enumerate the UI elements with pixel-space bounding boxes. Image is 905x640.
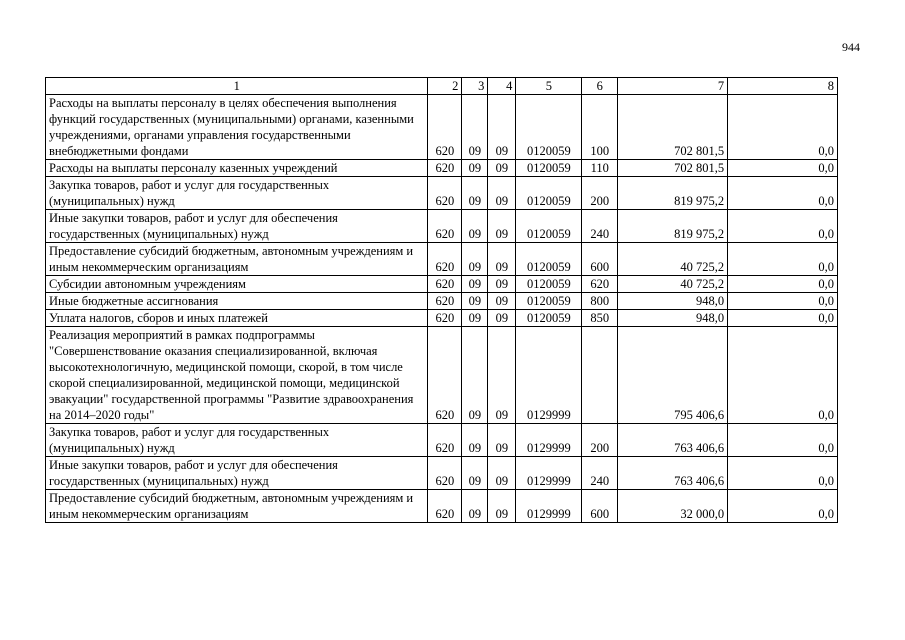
target-article-code-cell: 0120059 <box>516 293 582 310</box>
subsection-code-cell: 09 <box>488 310 516 327</box>
table-row <box>46 210 838 243</box>
section-code-cell: 09 <box>462 424 488 457</box>
header-col-1: 1 <box>46 78 428 95</box>
subsection-code-cell: 09 <box>488 177 516 210</box>
target-article-code-cell: 0129999 <box>516 457 582 490</box>
expense-type-code-cell: 620 <box>582 276 618 293</box>
header-col-3: 3 <box>462 78 488 95</box>
amount-second-cell: 0,0 <box>728 424 838 457</box>
header-col-4: 4 <box>488 78 516 95</box>
row-name-cell: Предоставление субсидий бюджетным, автономным учреждениям и иным некоммерческим организациям <box>46 490 428 523</box>
section-code-cell: 09 <box>462 490 488 523</box>
table-row <box>46 293 838 310</box>
target-article-code-cell: 0129999 <box>516 424 582 457</box>
row-name-cell: Субсидии автономным учреждениям <box>46 276 428 293</box>
expense-type-code-cell: 110 <box>582 160 618 177</box>
dept-code-cell: 620 <box>428 327 462 424</box>
row-name-cell: Иные закупки товаров, работ и услуг для обеспечения государственных (муниципальных) нужд <box>46 210 428 243</box>
expense-type-code-cell: 100 <box>582 95 618 160</box>
amount-second-cell: 0,0 <box>728 310 838 327</box>
subsection-code-cell: 09 <box>488 457 516 490</box>
dept-code-cell: 620 <box>428 160 462 177</box>
dept-code-cell: 620 <box>428 276 462 293</box>
table-row <box>46 95 838 160</box>
amount-cell: 32 000,0 <box>618 490 728 523</box>
dept-code-cell: 620 <box>428 210 462 243</box>
target-article-code-cell: 0129999 <box>516 327 582 424</box>
header-col-7: 7 <box>618 78 728 95</box>
amount-second-cell: 0,0 <box>728 457 838 490</box>
header-row <box>46 78 838 95</box>
expense-type-code-cell: 240 <box>582 457 618 490</box>
subsection-code-cell: 09 <box>488 160 516 177</box>
header-col-5: 5 <box>516 78 582 95</box>
table-row <box>46 327 838 424</box>
amount-cell: 819 975,2 <box>618 210 728 243</box>
amount-cell: 763 406,6 <box>618 457 728 490</box>
amount-cell: 40 725,2 <box>618 276 728 293</box>
target-article-code-cell: 0120059 <box>516 95 582 160</box>
target-article-code-cell: 0120059 <box>516 160 582 177</box>
dept-code-cell: 620 <box>428 293 462 310</box>
section-code-cell: 09 <box>462 276 488 293</box>
target-article-code-cell: 0120059 <box>516 276 582 293</box>
amount-second-cell: 0,0 <box>728 95 838 160</box>
page-number: 944 <box>842 40 860 54</box>
amount-cell: 702 801,5 <box>618 95 728 160</box>
row-name-cell: Уплата налогов, сборов и иных платежей <box>46 310 428 327</box>
amount-second-cell: 0,0 <box>728 276 838 293</box>
amount-cell: 795 406,6 <box>618 327 728 424</box>
row-name-cell: Предоставление субсидий бюджетным, автономным учреждениям и иным некоммерческим организациям <box>46 243 428 276</box>
expense-type-code-cell: 800 <box>582 293 618 310</box>
table-row <box>46 490 838 523</box>
table-row <box>46 276 838 293</box>
section-code-cell: 09 <box>462 327 488 424</box>
table-row <box>46 310 838 327</box>
table-body <box>46 95 838 523</box>
expense-type-code-cell: 600 <box>582 490 618 523</box>
subsection-code-cell: 09 <box>488 95 516 160</box>
expense-type-code-cell <box>582 327 618 424</box>
row-name-cell: Реализация мероприятий в рамках подпрограммы "Совершенствование оказания специализированной, включая высокотехнологичную, медицинской помощи, скорой, в том числе скорой специализированной, медицинской помощи, медицинской эвакуации" государственной программы "Развитие здравоохранения на 2014–2020 годы" <box>46 327 428 424</box>
section-code-cell: 09 <box>462 310 488 327</box>
row-name-cell: Иные закупки товаров, работ и услуг для обеспечения государственных (муниципальных) нужд <box>46 457 428 490</box>
section-code-cell: 09 <box>462 177 488 210</box>
budget-table <box>45 77 838 523</box>
subsection-code-cell: 09 <box>488 490 516 523</box>
target-article-code-cell: 0120059 <box>516 177 582 210</box>
amount-cell: 948,0 <box>618 310 728 327</box>
table-row <box>46 457 838 490</box>
table-row <box>46 424 838 457</box>
subsection-code-cell: 09 <box>488 243 516 276</box>
section-code-cell: 09 <box>462 293 488 310</box>
row-name-cell: Расходы на выплаты персоналу в целях обеспечения выполнения функций государственных (муниципальными) органами, казенными учреждениями, органами управления государственными внебюджетными фондами <box>46 95 428 160</box>
dept-code-cell: 620 <box>428 310 462 327</box>
expense-type-code-cell: 200 <box>582 424 618 457</box>
table-row <box>46 243 838 276</box>
dept-code-cell: 620 <box>428 95 462 160</box>
header-col-6: 6 <box>582 78 618 95</box>
expense-type-code-cell: 200 <box>582 177 618 210</box>
section-code-cell: 09 <box>462 160 488 177</box>
row-name-cell: Закупка товаров, работ и услуг для государственных (муниципальных) нужд <box>46 177 428 210</box>
amount-second-cell: 0,0 <box>728 177 838 210</box>
target-article-code-cell: 0120059 <box>516 310 582 327</box>
header-col-8: 8 <box>728 78 838 95</box>
amount-second-cell: 0,0 <box>728 490 838 523</box>
subsection-code-cell: 09 <box>488 424 516 457</box>
amount-cell: 763 406,6 <box>618 424 728 457</box>
dept-code-cell: 620 <box>428 457 462 490</box>
header-col-2: 2 <box>428 78 462 95</box>
expense-type-code-cell: 240 <box>582 210 618 243</box>
table-row <box>46 160 838 177</box>
amount-second-cell: 0,0 <box>728 160 838 177</box>
section-code-cell: 09 <box>462 457 488 490</box>
subsection-code-cell: 09 <box>488 276 516 293</box>
row-name-cell: Иные бюджетные ассигнования <box>46 293 428 310</box>
dept-code-cell: 620 <box>428 177 462 210</box>
amount-second-cell: 0,0 <box>728 210 838 243</box>
target-article-code-cell: 0129999 <box>516 490 582 523</box>
subsection-code-cell: 09 <box>488 210 516 243</box>
target-article-code-cell: 0120059 <box>516 210 582 243</box>
dept-code-cell: 620 <box>428 490 462 523</box>
row-name-cell: Закупка товаров, работ и услуг для государственных (муниципальных) нужд <box>46 424 428 457</box>
section-code-cell: 09 <box>462 210 488 243</box>
amount-cell: 948,0 <box>618 293 728 310</box>
section-code-cell: 09 <box>462 95 488 160</box>
target-article-code-cell: 0120059 <box>516 243 582 276</box>
table-row <box>46 177 838 210</box>
amount-cell: 40 725,2 <box>618 243 728 276</box>
amount-second-cell: 0,0 <box>728 293 838 310</box>
dept-code-cell: 620 <box>428 424 462 457</box>
amount-second-cell: 0,0 <box>728 243 838 276</box>
amount-cell: 819 975,2 <box>618 177 728 210</box>
section-code-cell: 09 <box>462 243 488 276</box>
dept-code-cell: 620 <box>428 243 462 276</box>
expense-type-code-cell: 850 <box>582 310 618 327</box>
expense-type-code-cell: 600 <box>582 243 618 276</box>
subsection-code-cell: 09 <box>488 327 516 424</box>
amount-cell: 702 801,5 <box>618 160 728 177</box>
table-header <box>46 78 838 95</box>
amount-second-cell: 0,0 <box>728 327 838 424</box>
row-name-cell: Расходы на выплаты персоналу казенных учреждений <box>46 160 428 177</box>
subsection-code-cell: 09 <box>488 293 516 310</box>
